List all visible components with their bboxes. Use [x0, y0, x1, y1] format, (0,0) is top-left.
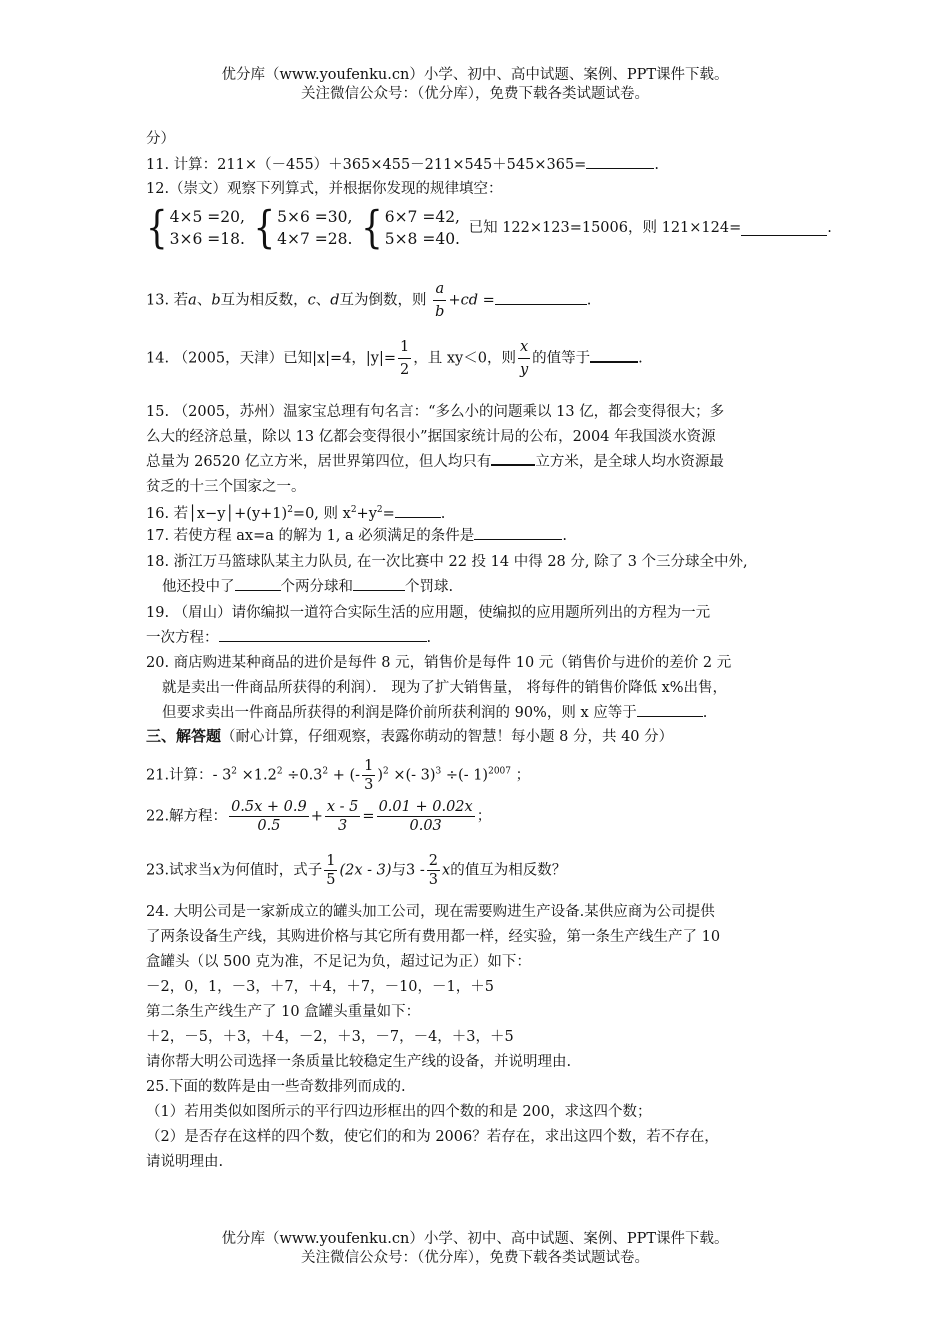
- sys-3: 6×7 =42, 5×8 =40.: [384, 208, 460, 248]
- q22-fraction-1: $\frac{0.5x + 0.9}{0.5}$: [231, 799, 307, 834]
- section-3-heading: [146, 726, 673, 747]
- question-21: 21.计算：- $3^2 \times 1.2^2 \div 0.3^2$ + (- $\frac{1}{3}$ )$^2$ ×(- 3)$^3$ ÷(- 1)$^{2007}$ ；: [146, 758, 531, 793]
- q14-fraction-half: $\frac{1}{2}$: [398, 336, 411, 381]
- q12-blank: [741, 221, 827, 236]
- question-23: 23.试求当x为何值时，式子 $\frac{1}{5}$ (2x - 3)与3 - $\frac{2}{3}$ x的值互为相反数？: [146, 853, 567, 888]
- q22-fraction-2: $\frac{x - 5}{3}$: [326, 799, 359, 834]
- q16-blank: [395, 503, 441, 518]
- q22-fraction-3: $\frac{0.01 + 0.02x}{0.03}$: [378, 799, 473, 834]
- section-3-title: 三、解答题: [146, 727, 222, 745]
- question-15: 15. （2005，苏州）温家宝总理有句名言：“多么小的问题乘以 13 亿，都会变得很大；多 么大的经济总量，除以 13 亿都会变得很小”据国家统计局的公布，2004 年我国淡水资源 总量为 26520 亿立方米，居世界第四位，但人均只有 立方米，是全球人均水资源最 贫乏的十三个国家之一。: [146, 404, 725, 495]
- q14-fraction-xy: $\frac{x}{y}$: [518, 336, 530, 381]
- q17-blank: [474, 525, 562, 540]
- brace-2: {: [253, 202, 276, 254]
- question-13: 13. 若a、b互为相反数，c、d互为倒数，则 $\frac{a}{b}$ +cd = .: [146, 278, 591, 323]
- question-18: 18. 浙江万马篮球队某主力队员, 在一次比赛中 22 投 14 中得 28 分, 除了 3 个三分球全中外, 他还投中了 个两分球和 个罚球.: [146, 554, 748, 595]
- q20-blank: [637, 702, 703, 717]
- q11-blank: [586, 154, 654, 169]
- q23-fraction-1: $\frac{1}{5}$: [326, 853, 336, 888]
- brace-3: {: [361, 202, 383, 254]
- question-12-systems: { 4×5 =20, 3×6 =18. { 5×6 =30, 4×7 =28. { 6×7 =42, 5×8 =40. 已知 122×123=15006，则 121×124= .: [146, 202, 832, 254]
- q19-blank: [219, 627, 427, 642]
- q12-tail: 已知 122×123=15006，则 121×124=: [468, 220, 742, 236]
- q11-text: 11. 计算：211×（－455）＋365×455－211×545＋545×365=: [146, 157, 587, 173]
- question-17: 17. 若使方程 ax=a 的解为 1, a 必须满足的条件是 .: [146, 525, 567, 546]
- question-11: 11. 计算：211×（－455）＋365×455－211×545＋545×365= .: [146, 154, 659, 175]
- line-2-data: ＋2，－5，＋3，＋4，－2，＋3，－7，－4，＋3，＋5: [146, 1029, 514, 1045]
- section-3-desc: （耐心计算，仔细观察，表露你萌动的智慧！每小题 8 分，共 40 分）: [221, 729, 674, 745]
- q21-fraction: $\frac{1}{3}$: [364, 758, 374, 793]
- q14-blank: [590, 347, 638, 363]
- footer-line-2: 关注微信公众号：（优分库），免费下载各类试题试卷。: [301, 1250, 649, 1266]
- page-footer: [0, 1230, 950, 1268]
- q13-fraction: $\frac{a}{b}$: [433, 278, 446, 323]
- line-1-data: －2，0，1，－3，＋7，＋4，＋7，－10，－1，＋5: [146, 979, 494, 995]
- question-12-intro: 12.（崇文）观察下列算式，并根据你发现的规律填空：: [146, 181, 503, 197]
- q13-blank: [495, 290, 587, 305]
- q10-tail: 分）: [146, 131, 175, 147]
- question-24: 24. 大明公司是一家新成立的罐头加工公司，现在需要购进生产设备.某供应商为公司提供 了两条设备生产线，其购进价格与其它所有费用都一样，经实验，第一条生产线生产了 10 盒罐头（以 500 克为准，不足记为负，超过记为正）如下： －2，0，1，－3，＋7，＋4，＋7，－10，－1，＋5 第二条生产线生产了 10 盒罐头重量如下： ＋2，－5，＋3，＋4，－2，＋3，－7，－4，＋3，＋5 请你帮大明公司选择一条质量比较稳定生产线的设备，并说明理由.: [146, 904, 721, 1070]
- sys-1: 4×5 =20, 3×6 =18.: [169, 208, 245, 248]
- q18-blank-1: [235, 576, 281, 591]
- question-20: 20. 商店购进某种商品的进价是每件 8 元，销售价是每件 10 元（销售价与进价的差价 2 元 就是卖出一件商品所获得的利润）． 现为了扩大销售量， 将每件的销售价降低 x%出售， 但要求卖出一件商品所获得的利润是降价前所获利润的 90%，则 x 应等于 .: [146, 655, 732, 721]
- q18-blank-2: [353, 576, 405, 591]
- question-16: 16. 若$│x-y│+(y+1)^2=0$, 则 $x^2+y^2=$ .: [146, 500, 445, 524]
- question-19: 19. （眉山）请你编拟一道符合实际生活的应用题，使编拟的应用题所列出的方程为一元 一次方程： .: [146, 605, 711, 646]
- question-14: 14. （2005，天津）已知|x|=4，|y|= $\frac{1}{2}$ ，且 xy＜0，则 $\frac{x}{y}$ 的值等于 .: [146, 336, 643, 381]
- question-22: 22.解方程： $\frac{0.5x + 0.9}{0.5}$ + $\frac{x - 5}{3}$ = $\frac{0.01 + 0.02x}{0.03}$ ；: [146, 799, 492, 834]
- q23-fraction-2: $\frac{2}{3}$: [428, 853, 439, 888]
- question-25: 25.下面的数阵是由一些奇数排列而成的. （1）若用类似如图所示的平行四边形框出的四个数的和是 200，求这四个数； （2）是否存在这样的四个数，使它们的和为 2006？若存在，求出这四个数，若不存在， 请说明理由.: [146, 1079, 719, 1170]
- sys-2: 5×6 =30, 4×7 =28.: [277, 208, 353, 248]
- header-line-1: 优分库（www.youfenku.cn）小学、初中、高中试题、案例、PPT课件下载。: [221, 67, 729, 83]
- brace-1: {: [146, 202, 168, 254]
- q15-blank: [491, 450, 535, 466]
- header-line-2: 关注微信公众号：（优分库），免费下载各类试题试卷。: [301, 86, 649, 102]
- page-header: [0, 66, 950, 104]
- footer-line-1: 优分库（www.youfenku.cn）小学、初中、高中试题、案例、PPT课件下载。: [221, 1231, 729, 1247]
